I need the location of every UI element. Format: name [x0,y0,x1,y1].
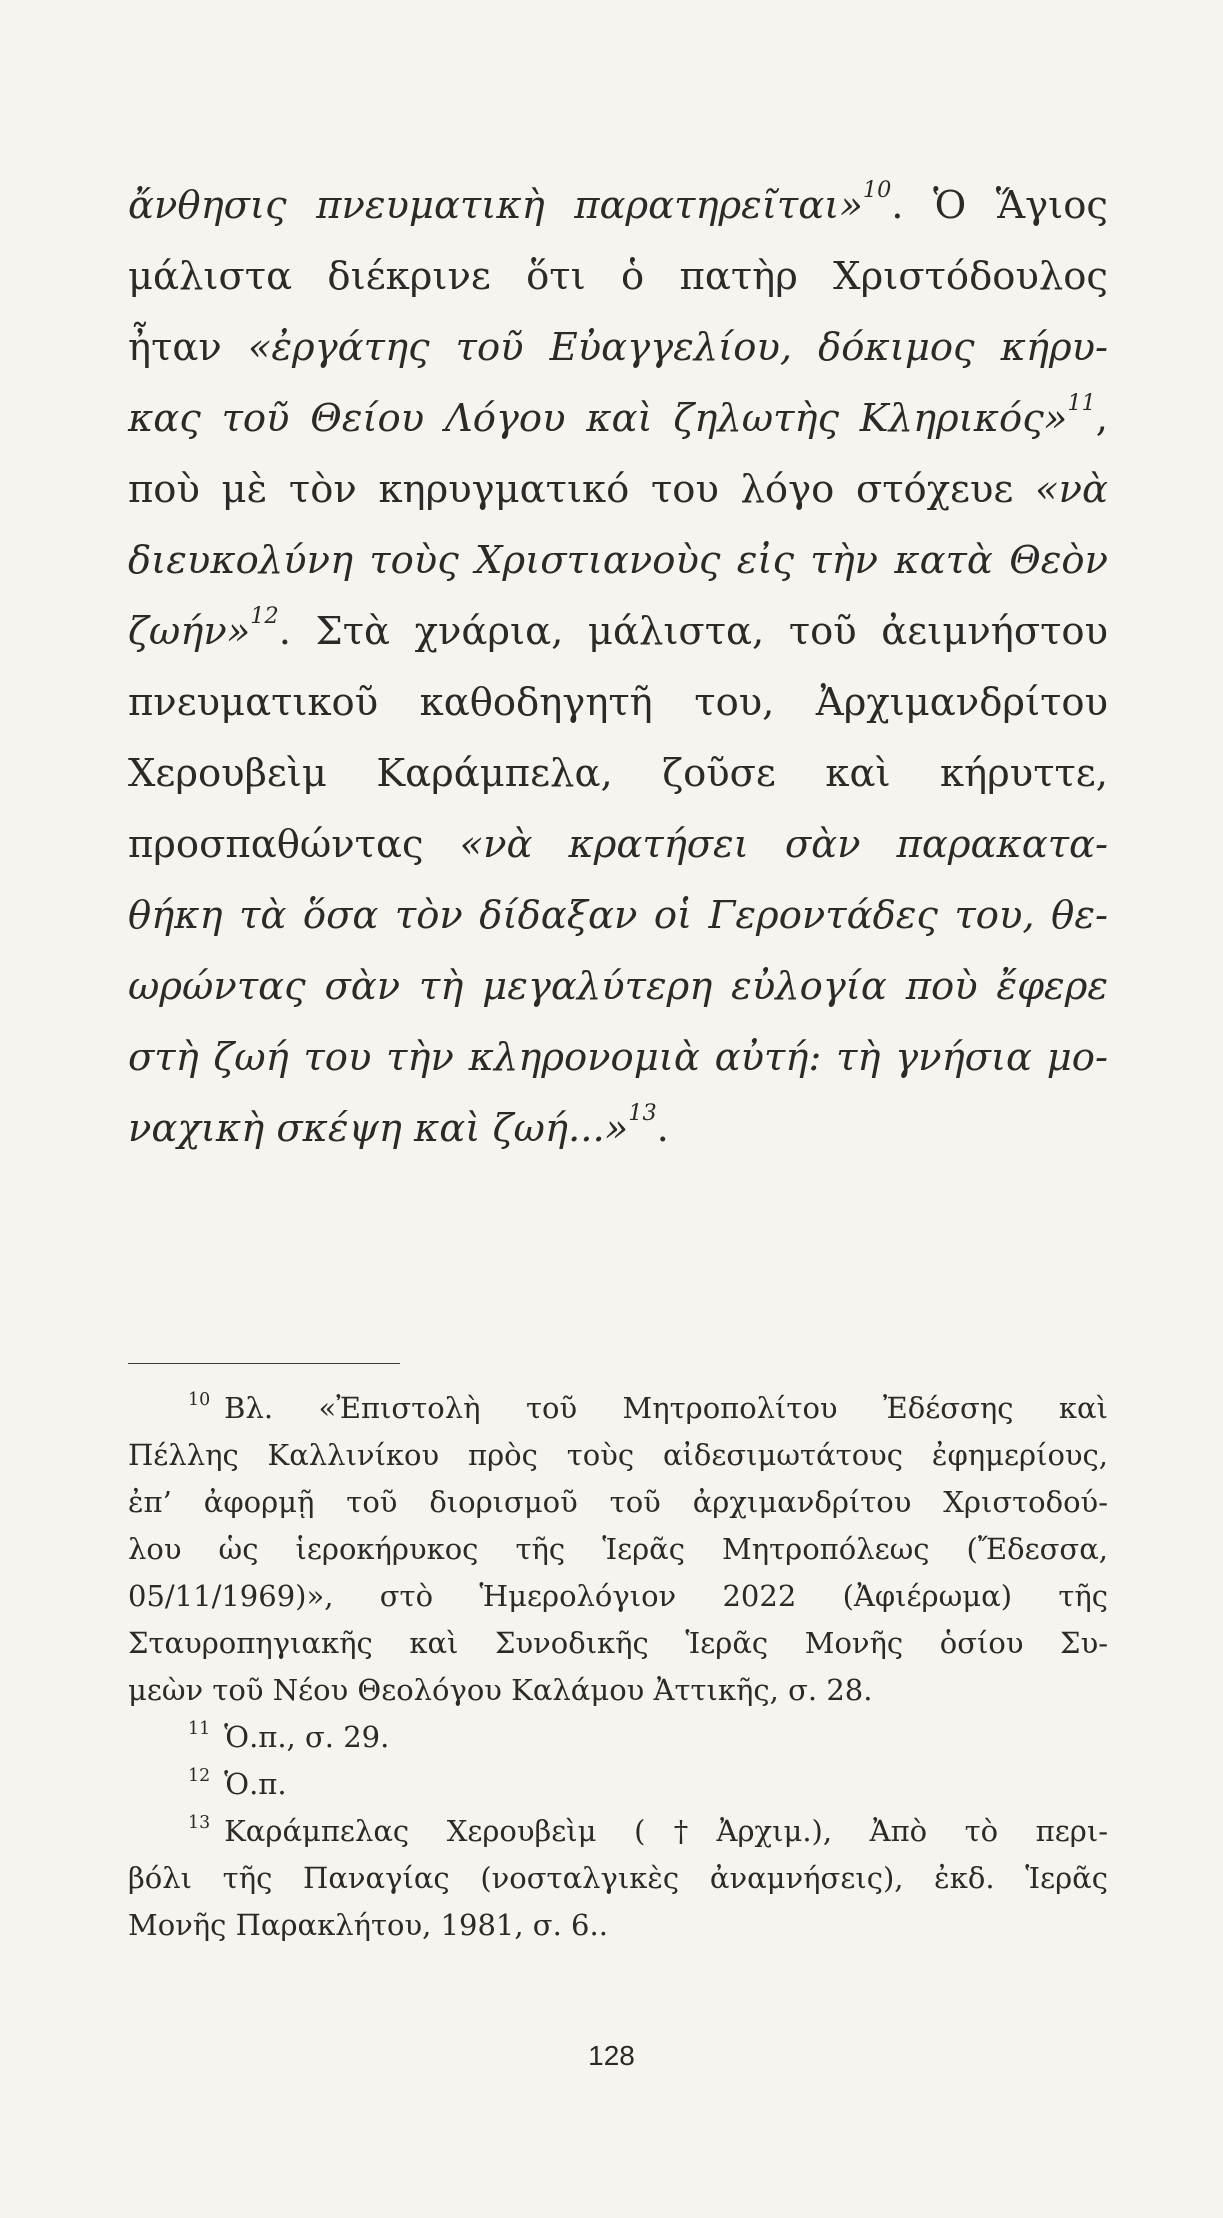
footnote-line [128,1573,1108,1620]
body-line [128,383,1108,454]
footnote-number: 12 [188,1765,211,1786]
footnote-divider [128,1363,400,1364]
footnote-line [128,1432,1108,1479]
footnote-text: Ὁ.π., σ. 29. [224,1720,390,1754]
quoted-text: «νὰ [1035,467,1108,512]
footnote-reference: 10 [862,176,892,203]
body-text: ἦταν [128,325,248,370]
footnote-text: Βλ. «Ἐπιστολὴ τοῦ Μητροπολίτου Ἐδέσσης καὶ [224,1391,1108,1425]
footnote-number: 10 [188,1389,211,1410]
footnote-line [128,1526,1108,1573]
body-text: μάλιστα διέκρινε ὅτι ὁ πατὴρ Χριστόδουλος [128,254,1108,299]
footnote-line [128,1667,1108,1714]
body-text: πνευματικοῦ καθοδηγητῆ του, Ἀρχιμανδρίτου [128,680,1108,725]
quoted-text: στὴ ζωή του τὴν κληρονομιὰ αὐτή: τὴ γνήσια μο- [128,1035,1108,1080]
footnote-text: 05/11/1969)», στὸ Ἡμερολόγιον 2022 (Ἀφιέρωμα) τῆς [128,1579,1108,1613]
footnote-line [128,1479,1108,1526]
footnote-reference: 13 [628,1099,657,1126]
quoted-text: «νὰ κρατήσει σὰν παρακατα- [459,822,1109,867]
quoted-text: ναχικὴ σκέψη καὶ ζωή...» [128,1106,629,1151]
footnote-reference: 11 [1067,389,1096,416]
footnote-text: Σταυροπηγιακῆς καὶ Συνοδικῆς Ἱερᾶς Μονῆς ὁσίου Συ- [128,1626,1108,1660]
body-line [128,738,1108,809]
footnote-number: 11 [188,1718,211,1739]
quoted-text: διευκολύνη τοὺς Χριστιανοὺς εἰς τὴν κατὰ Θεὸν [128,538,1108,583]
footnote-text: Ὁ.π. [224,1767,287,1801]
body-text: , [1095,396,1108,441]
footnote-text: ἐπ’ ἀφορμῇ τοῦ διορισμοῦ τοῦ ἀρχιμανδρίτου Χριστοδού- [128,1485,1108,1519]
footnote-line [128,1808,1108,1855]
body-line [128,454,1108,525]
footnote-number: 13 [188,1812,211,1833]
footnote-text: μεὼν τοῦ Νέου Θεολόγου Καλάμου Ἀττικῆς, σ. 28. [128,1673,873,1707]
footnote-line [128,1714,1108,1761]
quoted-text: κας τοῦ Θείου Λόγου καὶ ζηλωτὴς Κληρικός» [128,396,1068,441]
body-line [128,1022,1108,1093]
footnotes-block [128,1385,1108,1949]
body-line [128,525,1108,596]
body-line [128,312,1108,383]
body-line [128,809,1108,880]
quoted-text: «ἐργάτης τοῦ Εὐαγγελίου, δόκιμος κήρυ- [247,325,1109,370]
body-line [128,170,1108,241]
main-text-block [128,170,1108,1164]
quoted-text: ζωήν» [128,609,251,654]
footnote-text: Καράμπελας Χερουβεὶμ (†Ἀρχιμ.), Ἀπὸ τὸ περι- [224,1814,1108,1848]
footnote-line [128,1855,1108,1902]
quoted-text: θήκη τὰ ὅσα τὸν δίδαξαν οἱ Γεροντάδες του, θε- [128,893,1108,938]
footnote-line [128,1385,1108,1432]
footnote-text: λου ὡς ἱεροκήρυκος τῆς Ἱερᾶς Μητροπόλεως (Ἔδεσσα, [128,1532,1108,1566]
footnote-text: βόλι τῆς Παναγίας (νοσταλγικὲς ἀναμνήσεις), ἐκδ. Ἱερᾶς [128,1861,1108,1895]
page-number: 128 [588,2040,635,2071]
body-text: . Στὰ χνάρια, μάλιστα, τοῦ ἀειμνήστου [278,609,1108,654]
body-line [128,880,1108,951]
footnote-text: Πέλλης Καλλινίκου πρὸς τοὺς αἰδεσιμωτάτους ἐφημερίους, [128,1438,1108,1472]
body-line [128,596,1108,667]
quoted-text: ἄνθησις πνευματικὴ παρατηρεῖται» [128,183,863,228]
body-text: ποὺ μὲ τὸν κηρυγματικό του λόγο στόχευε [128,467,1036,512]
footnote-line [128,1761,1108,1808]
footnote-line [128,1902,1108,1949]
body-line [128,667,1108,738]
footnote-reference: 12 [250,602,279,629]
body-text: προσπαθώντας [128,822,460,867]
body-line [128,1093,1108,1164]
body-text: . Ὁ Ἅγιος [891,183,1108,228]
body-text: Χερουβεὶμ Καράμπελα, ζοῦσε καὶ κήρυττε, [128,751,1108,796]
footnote-text: Μονῆς Παρακλήτου, 1981, σ. 6.. [128,1908,608,1942]
body-line [128,951,1108,1022]
quoted-text: ωρώντας σὰν τὴ μεγαλύτερη εὐλογία ποὺ ἔφερε [128,964,1108,1009]
body-text: . [656,1106,669,1151]
body-line [128,241,1108,312]
footnote-line [128,1620,1108,1667]
